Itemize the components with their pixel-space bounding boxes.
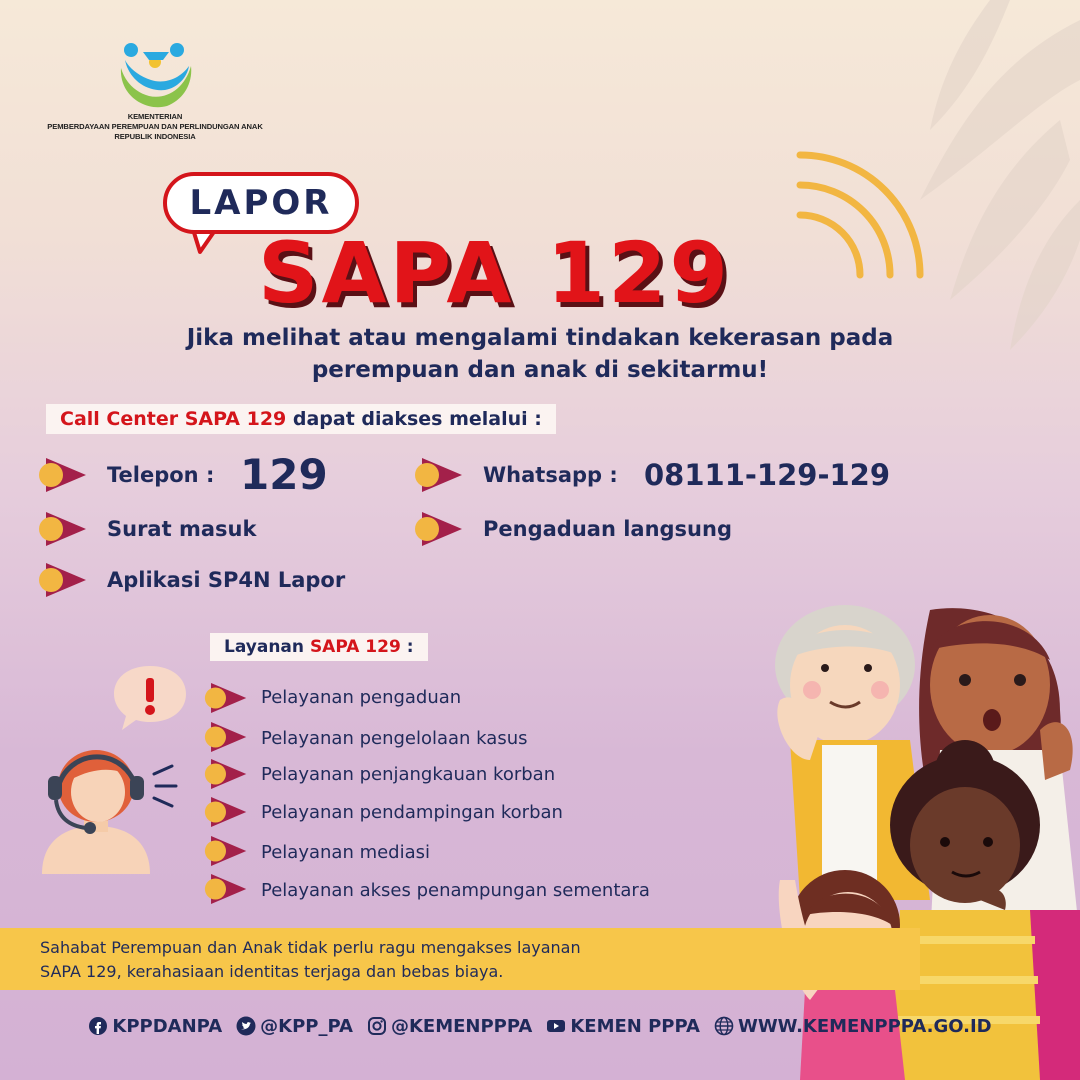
arrow-bullet-icon bbox=[38, 563, 88, 597]
service-item: Pelayanan mediasi bbox=[261, 842, 431, 863]
lapor-badge: LAPOR bbox=[163, 172, 359, 234]
twitter-icon bbox=[236, 1016, 256, 1036]
instagram-handle: @KEMENPPPA bbox=[390, 1015, 533, 1037]
facebook-handle: KPPDANPA bbox=[112, 1015, 223, 1037]
service-item: Pelayanan akses penampungan sementara bbox=[261, 880, 650, 901]
arrow-bullet-icon bbox=[204, 683, 248, 713]
logo-text-line2: PEMBERDAYAAN PEREMPUAN DAN PERLINDUNGAN ANAK bbox=[47, 122, 263, 131]
youtube-link[interactable] bbox=[546, 1016, 700, 1037]
layanan-label bbox=[210, 633, 428, 661]
arrow-bullet-icon bbox=[204, 797, 248, 827]
arrow-bullet-icon bbox=[414, 512, 464, 546]
arrow-bullet-icon bbox=[204, 874, 248, 904]
arrow-bullet-icon bbox=[38, 512, 88, 546]
subtitle bbox=[140, 322, 940, 386]
aplikasi-sp4n: Aplikasi SP4N Lapor bbox=[107, 568, 346, 592]
layanan-label-prefix: Layanan bbox=[224, 637, 310, 657]
service-item: Pelayanan penjangkauan korban bbox=[261, 764, 556, 785]
subtitle-line2: perempuan dan anak di sekitarmu! bbox=[311, 357, 769, 383]
telepon-label: Telepon : bbox=[107, 463, 215, 487]
youtube-icon bbox=[546, 1016, 566, 1036]
service-item: Pelayanan pengaduan bbox=[261, 687, 462, 708]
arrow-bullet-icon bbox=[204, 722, 248, 752]
youtube-handle: KEMEN PPPA bbox=[570, 1015, 700, 1037]
facebook-icon bbox=[88, 1016, 108, 1036]
globe-icon bbox=[714, 1016, 734, 1036]
arrow-bullet-icon bbox=[204, 836, 248, 866]
notice-line1: Sahabat Perempuan dan Anak tidak perlu ragu mengakses layanan bbox=[40, 938, 581, 957]
website-url: WWW.KEMENPPPA.GO.ID bbox=[737, 1015, 992, 1037]
layanan-label-suffix: : bbox=[400, 637, 414, 657]
instagram-icon bbox=[367, 1016, 387, 1036]
whatsapp-label: Whatsapp : bbox=[483, 463, 618, 487]
twitter-handle: @KPP_PA bbox=[260, 1015, 353, 1037]
arrow-bullet-icon bbox=[38, 458, 88, 492]
logo-text-line1: KEMENTERIAN bbox=[127, 112, 183, 121]
call-center-label-rest: dapat diakses melalui : bbox=[286, 408, 542, 430]
notice-banner bbox=[0, 928, 920, 990]
whatsapp-number: 08111-129-129 bbox=[644, 458, 891, 492]
call-center-label bbox=[46, 404, 556, 434]
website-link[interactable] bbox=[714, 1016, 992, 1037]
telepon-number: 129 bbox=[240, 450, 328, 499]
pengaduan-langsung: Pengaduan langsung bbox=[483, 517, 732, 541]
ministry-emblem-icon bbox=[115, 40, 195, 112]
call-center-label-red: Call Center SAPA 129 bbox=[60, 408, 287, 430]
arrow-bullet-icon bbox=[414, 458, 464, 492]
layanan-label-red: SAPA 129 bbox=[309, 637, 401, 657]
instagram-link[interactable] bbox=[367, 1016, 532, 1037]
surat-masuk: Surat masuk bbox=[107, 517, 257, 541]
sound-waves-icon bbox=[780, 130, 930, 300]
ministry-logo bbox=[30, 40, 280, 142]
women-children-illustration bbox=[760, 580, 1080, 1080]
page-title: SAPA 129 bbox=[258, 224, 731, 322]
notice-line2: SAPA 129, kerahasiaan identitas terjaga dan bebas biaya. bbox=[40, 962, 504, 981]
service-item: Pelayanan pengelolaan kasus bbox=[261, 728, 528, 749]
logo-text-line3: REPUBLIK INDONESIA bbox=[114, 132, 196, 141]
arrow-bullet-icon bbox=[204, 759, 248, 789]
call-center-operator-icon bbox=[36, 728, 186, 878]
exclamation-bubble-icon bbox=[110, 662, 190, 732]
subtitle-line1: Jika melihat atau mengalami tindakan kekerasan pada bbox=[186, 325, 894, 351]
service-item: Pelayanan pendampingan korban bbox=[261, 802, 563, 823]
twitter-link[interactable] bbox=[236, 1016, 353, 1037]
facebook-link[interactable] bbox=[88, 1016, 222, 1037]
social-footer bbox=[0, 1008, 1080, 1044]
